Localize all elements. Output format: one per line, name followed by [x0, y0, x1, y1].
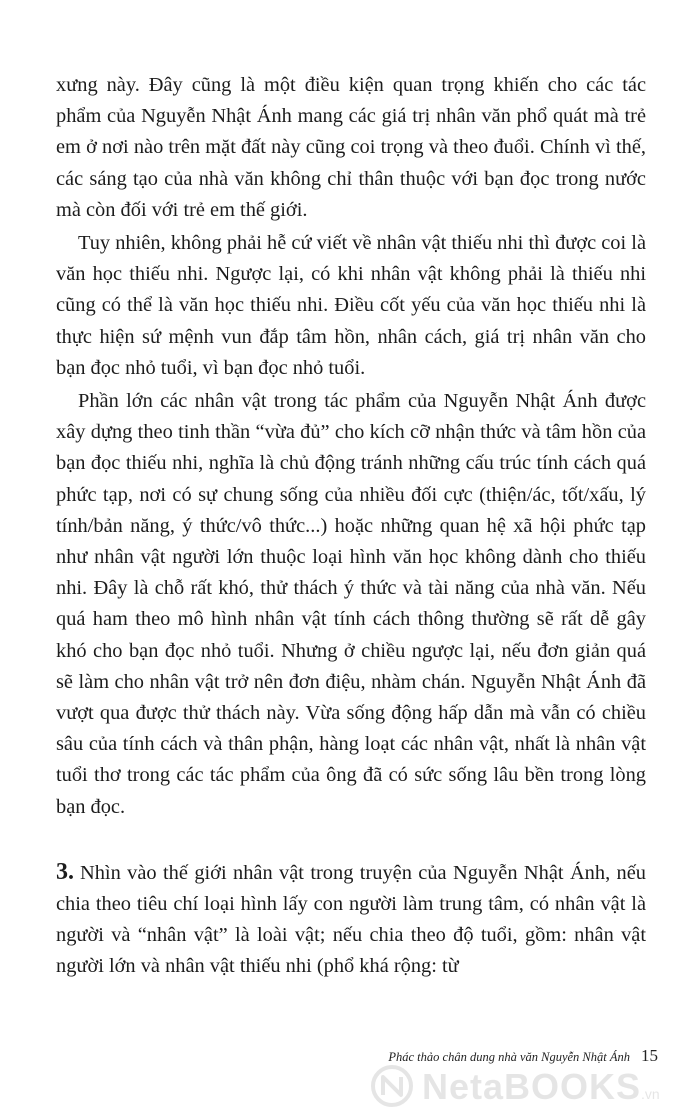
watermark-text — [422, 1066, 660, 1108]
paragraph-1: xưng này. Đây cũng là một điều kiện quan trọng khiến cho các tác phẩm của Nguyễn Nhật Ánh mang các giá trị nhân văn phổ quát mà trẻ em ở nơi nào trên mặt đất này cũng coi trọng và theo đuổi. Chính vì thế, các sáng tạo của nhà văn không chỉ thân thuộc với bạn đọc trong nước mà còn đối với trẻ em thế giới. — [56, 74, 646, 221]
running-title: Phác thảo chân dung nhà văn Nguyễn Nhật Ánh — [388, 1050, 630, 1064]
section-3-paragraph — [56, 857, 646, 983]
netabooks-logo-icon — [370, 1064, 414, 1108]
page-content — [56, 70, 646, 983]
netabooks-watermark — [370, 1060, 700, 1118]
section-text: Nhìn vào thế giới nhân vật trong truyện của Nguyễn Nhật Ánh, nếu chia theo tiêu chí loại hình lấy con người làm trung tâm, có nhân vật là người và “nhân vật” là loài vật; nếu chia theo độ tuổi, gồm: nhân vật người lớn và nhân vật thiếu nhi (phổ khá rộng: từ — [56, 861, 646, 978]
page-number: 15 — [641, 1046, 658, 1065]
watermark-brand: NetaBOOKS — [422, 1066, 642, 1107]
paragraph-3: Phần lớn các nhân vật trong tác phẩm của Nguyễn Nhật Ánh được xây dựng theo tinh thần “vừa đủ” cho kích cỡ nhận thức và tâm hồn của bạn đọc thiếu nhi, nghĩa là chủ động tránh những cấu trúc tính cách quá phức tạp, nơi có sự chung sống của nhiều đối cực (thiện/ác, tốt/xấu, lý tính/bản năng, ý thức/vô thức...) hoặc những quan hệ xã hội phức tạp như nhân vật người lớn thuộc loại hình văn học không dành cho thiếu nhi. Đây là chỗ rất khó, thử thách ý thức và tài năng của nhà văn. Nếu quá ham theo mô hình nhân vật tính cách thông thường sẽ rất dễ gây khó cho bạn đọc nhỏ tuổi. Nhưng ở chiều ngược lại, nếu đơn giản quá sẽ làm cho nhân vật trở nên đơn điệu, nhàm chán. Nguyễn Nhật Ánh đã vượt qua được thử thách này. Vừa sống động hấp dẫn mà vẫn có chiều sâu của tính cách và thân phận, hàng loạt các nhân vật, nhất là nhân vật tuổi thơ trong các tác phẩm của ông đã có sức sống lâu bền trong lòng bạn đọc. — [56, 390, 646, 818]
paragraph-2: Tuy nhiên, không phải hễ cứ viết về nhân vật thiếu nhi thì được coi là văn học thiếu nhi. Ngược lại, có khi nhân vật không phải là thiếu nhi cũng có thể là văn học thiếu nhi. Điều cốt yếu của văn học thiếu nhi là thực hiện sứ mệnh vun đắp tâm hồn, nhân cách, giá trị nhân văn cho bạn đọc nhỏ tuổi, vì bạn đọc nhỏ tuổi. — [56, 232, 646, 379]
watermark-domain: .vn — [641, 1086, 660, 1102]
section-number: 3. — [56, 858, 74, 885]
